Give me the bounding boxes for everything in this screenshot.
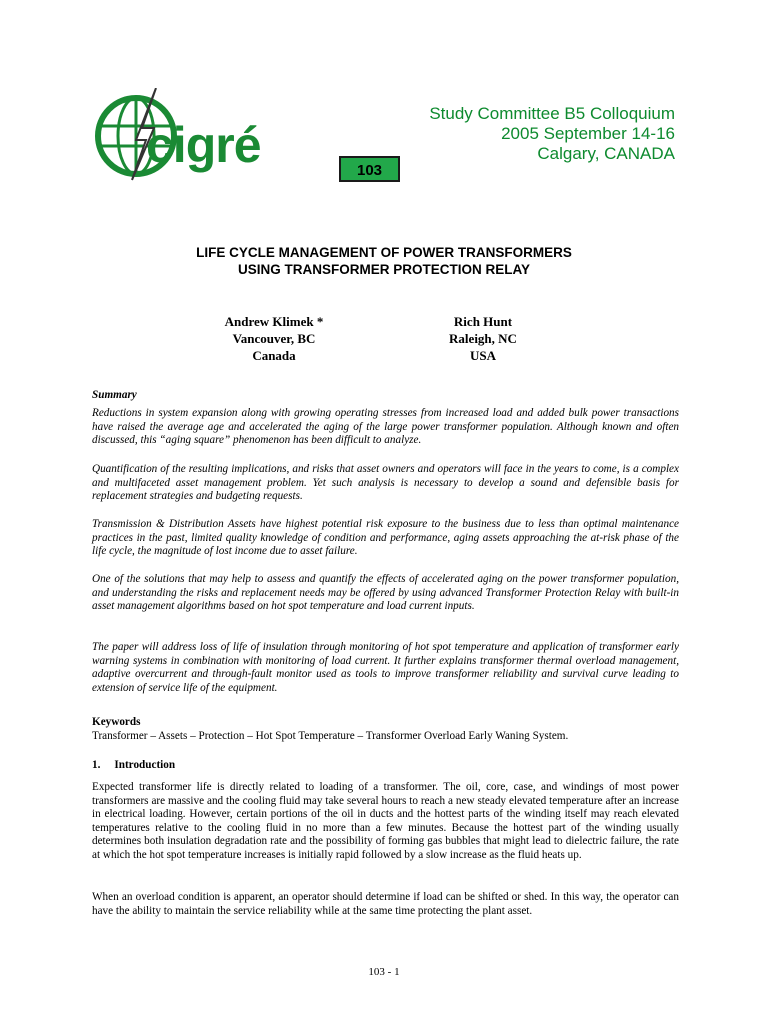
- introduction-paragraph: Expected transformer life is directly related to loading of a transformer. The oil, core, case, and windings of most power transformers are massive and the cooling fluid may take several hours to reach a new steady elevated temperature after an increase in electrical loading. However, certain portions of the oil in ducts and the hottest parts of the winding itself may reach elevated temperatures relative to the cooling fluid in no more than a few minutes. Because the hottest part of the winding usually determines both insulation degradation rate and the possibility of forming gas bubbles that might lead to dielectric failure, the rate at which the hot spot temperature increases is initially rapid followed by a slow increase as the fluid heats up.: [92, 781, 679, 861]
- conference-line: 2005 September 14-16: [501, 124, 675, 143]
- paper-number-badge: 103: [339, 156, 400, 182]
- summary-paragraph: One of the solutions that may help to assess and quantify the effects of accelerated aging on the power transformer population, and understanding the risks and replacement needs may be offered by using advanced Transformer Protection Relay with built-in asset management algorithms based on hot spot temperature and load current inputs.: [92, 573, 679, 613]
- title-line: USING TRANSFORMER PROTECTION RELAY: [237, 262, 531, 277]
- keywords-heading: Keywords: [92, 716, 141, 728]
- page-number: 103 - 1: [368, 966, 400, 978]
- summary-paragraph: Reductions in system expansion along with growing operating stresses from increased load and added bulk power transactions have raised the average age and accelerated the aging of the large power transformer population. Although known and often discussed, this “aging square” phenomenon has been difficult to analyze.: [92, 407, 679, 447]
- conference-line: Calgary, CANADA: [537, 144, 675, 163]
- conference-line: Study Committee B5 Colloquium: [429, 104, 675, 123]
- author-city: Vancouver, BC: [232, 331, 316, 346]
- cigre-logo-text: cigré: [146, 117, 261, 173]
- author-block: [174, 313, 374, 364]
- author-country: Canada: [252, 348, 296, 363]
- author-name: Andrew Klimek *: [224, 314, 324, 329]
- author-name: Rich Hunt: [453, 314, 513, 329]
- introduction-heading: 1. Introduction: [92, 759, 176, 771]
- title-line: LIFE CYCLE MANAGEMENT OF POWER TRANSFORMERS: [196, 245, 572, 260]
- summary-paragraph: Transmission & Distribution Assets have highest potential risk exposure to the business due to less than optimal maintenance practices in the past, limited quality knowledge of condition and performance, aging assets approaching the at-risk phase of the life cycle, the magnitude of lost income due to asset failure.: [92, 518, 679, 558]
- conference-info: [429, 104, 675, 164]
- cigre-logo: [94, 88, 270, 188]
- author-block: [383, 313, 583, 364]
- summary-paragraph: The paper will address loss of life of insulation through monitoring of hot spot temperature and application of transformer early warning systems in combination with monitoring of load current. It further explains transformer thermal overload management, adaptive overcurrent and through-fault monitor used as tools to improve transformer reliability and survival curve leading to extension of service life of the equipment.: [92, 641, 679, 694]
- author-country: USA: [469, 348, 496, 363]
- author-city: Raleigh, NC: [449, 331, 517, 346]
- summary-paragraph: Quantification of the resulting implications, and risks that asset owners and operators will face in the years to come, is a complex and multifaceted asset management problem. Yet such analysis is necessary to develop a sound and defensible basis for replacement strategies and budgeting requests.: [92, 463, 679, 503]
- introduction-paragraph: When an overload condition is apparent, an operator should determine if load can be shifted or shed. In this way, the operator can have the ability to maintain the service reliability while at the same time protecting the plant asset.: [92, 891, 679, 917]
- paper-title: [0, 244, 768, 278]
- keywords-text: Transformer – Assets – Protection – Hot Spot Temperature – Transformer Overload Early Waning System.: [92, 730, 569, 742]
- summary-heading: Summary: [92, 389, 137, 401]
